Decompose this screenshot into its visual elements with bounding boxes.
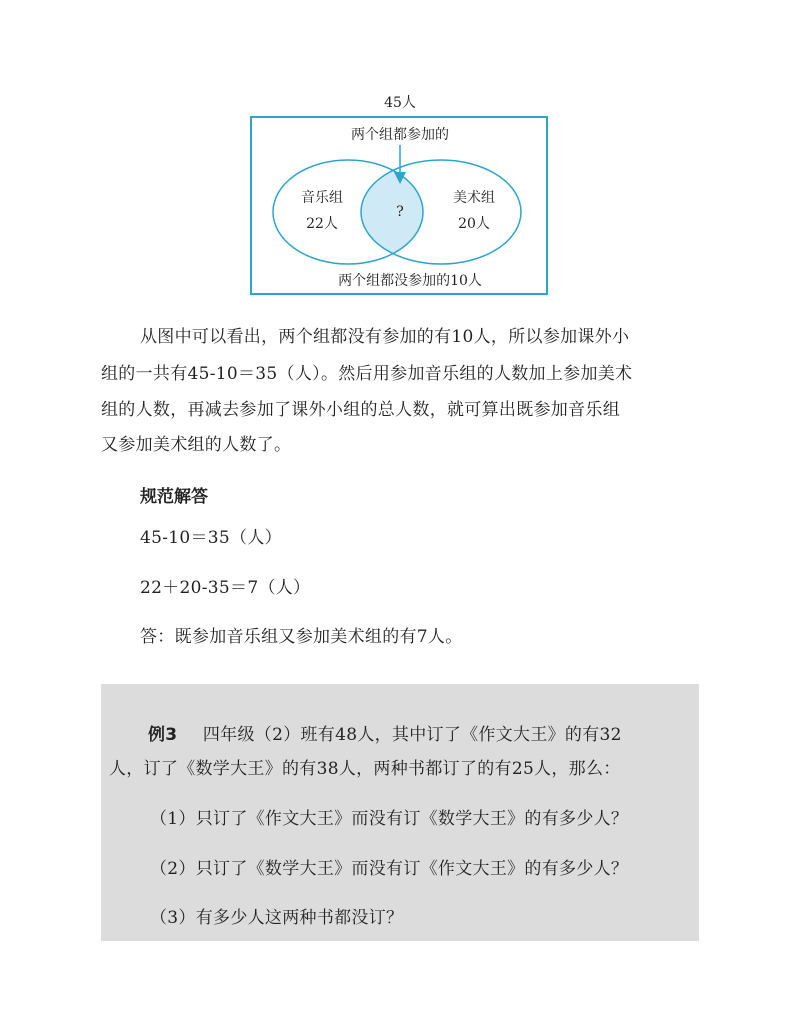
- analysis-line-1: 从图中可以看出，两个组都没有参加的有10人，所以参加课外小: [140, 327, 630, 347]
- analysis-line-4: 又参加美术组的人数了。: [101, 435, 292, 455]
- music-group-count: 22人: [306, 216, 338, 232]
- example-text-1: 四年级（2）班有48人，其中订了《作文大王》的有32: [202, 725, 622, 745]
- solution-step-1: 45-10＝35（人）: [140, 528, 282, 548]
- solution-answer: 答：既参加音乐组又参加美术组的有7人。: [140, 627, 463, 647]
- example-line-2: 人，订了《数学大王》的有38人，两种书都订了的有25人，那么：: [109, 759, 621, 779]
- total-label: 45人: [384, 95, 416, 111]
- music-group-name: 音乐组: [301, 190, 343, 206]
- question-3: （3）有多少人这两种书都没订？: [150, 908, 404, 928]
- venn-diagram: [0, 0, 800, 310]
- solution-step-2: 22＋20-35＝7（人）: [140, 578, 311, 598]
- question-1: （1）只订了《作文大王》而没有订《数学大王》的有多少人？: [150, 809, 629, 829]
- example-box: [101, 684, 699, 941]
- analysis-line-2: 组的一共有45-10＝35（人）。然后用参加音乐组的人数加上参加美术: [101, 364, 633, 384]
- solution-heading: 规范解答: [140, 487, 208, 507]
- question-2: （2）只订了《数学大王》而没有订《作文大王》的有多少人？: [150, 859, 629, 879]
- art-group-name: 美术组: [453, 190, 495, 206]
- art-group-count: 20人: [458, 216, 490, 232]
- example-label: 例3: [148, 725, 178, 745]
- neither-label: 两个组都没参加的10人: [338, 273, 482, 289]
- both-label: 两个组都参加的: [351, 127, 449, 143]
- example-line-1: [148, 720, 622, 745]
- overlap-unknown: ?: [396, 204, 404, 220]
- analysis-line-3: 组的人数，再减去参加了课外小组的总人数，就可算出既参加音乐组: [101, 400, 620, 420]
